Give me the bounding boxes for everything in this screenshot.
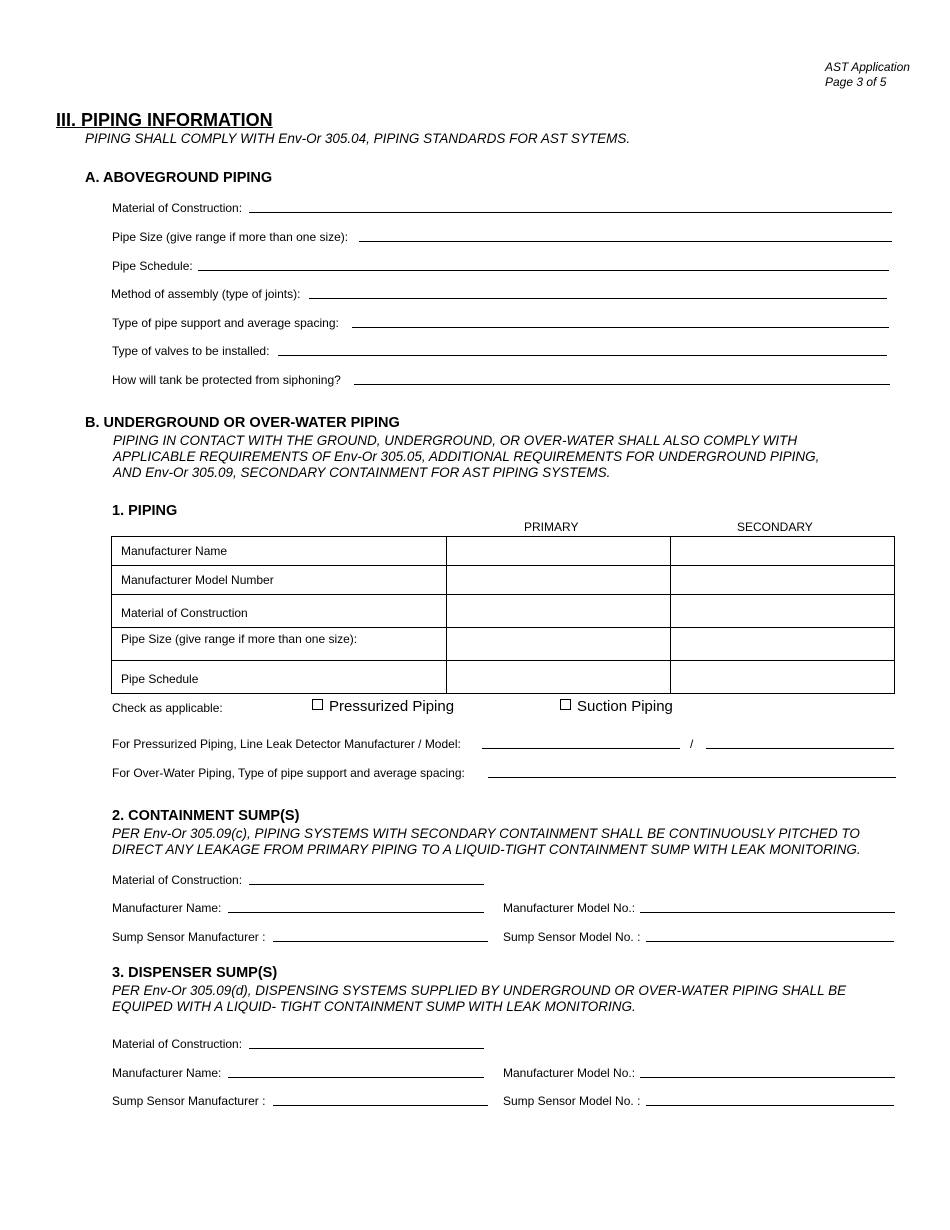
table-row xyxy=(112,595,895,628)
dispenser-material-label: Material of Construction: xyxy=(112,1037,243,1051)
pipe-support-input[interactable] xyxy=(352,327,889,328)
field-label: Material of Construction: xyxy=(112,201,243,215)
check-label: Check as applicable: xyxy=(112,701,223,715)
secondary-cell[interactable] xyxy=(671,595,895,628)
piping-subtitle: 1. PIPING xyxy=(112,503,178,519)
primary-cell[interactable] xyxy=(447,595,671,628)
leak-detector-manufacturer-input[interactable] xyxy=(482,748,680,749)
secondary-cell[interactable] xyxy=(671,537,895,566)
pipe-size-input[interactable] xyxy=(359,241,892,242)
row-label: Pipe Schedule xyxy=(112,661,447,694)
primary-cell[interactable] xyxy=(447,566,671,595)
field-label: Type of pipe support and average spacing: xyxy=(112,316,339,330)
underground-title: B. UNDERGROUND OR OVER-WATER PIPING xyxy=(85,415,400,431)
header-app-name: AST Application xyxy=(825,60,910,74)
containment-mfr-model-input[interactable] xyxy=(640,912,895,913)
secondary-cell[interactable] xyxy=(671,661,895,694)
dispenser-mfr-model-input[interactable] xyxy=(640,1077,895,1078)
piping-table xyxy=(111,536,895,694)
dispenser-sensor-mfr-label: Sump Sensor Manufacturer : xyxy=(112,1094,266,1108)
table-row xyxy=(112,537,895,566)
dispenser-mfr-name-label: Manufacturer Name: xyxy=(112,1066,222,1080)
dispenser-material-input[interactable] xyxy=(249,1048,484,1049)
field-label: Method of assembly (type of joints): xyxy=(111,287,301,301)
header-page-number: Page 3 of 5 xyxy=(825,75,887,89)
row-label: Material of Construction xyxy=(112,595,447,628)
primary-cell[interactable] xyxy=(447,628,671,661)
containment-mfr-model-label: Manufacturer Model No.: xyxy=(503,901,636,915)
checkbox-icon[interactable] xyxy=(312,699,323,710)
dispenser-sensor-model-label: Sump Sensor Model No. : xyxy=(503,1094,641,1108)
dispenser-mfr-name-input[interactable] xyxy=(228,1077,484,1078)
field-label: Type of valves to be installed: xyxy=(112,344,270,358)
pressurized-label: Pressurized Piping xyxy=(329,698,455,715)
slash-separator: / xyxy=(690,737,694,751)
row-label: Pipe Size (give range if more than one size): xyxy=(112,628,447,661)
leak-detector-model-input[interactable] xyxy=(706,748,894,749)
dispenser-sensor-mfr-input[interactable] xyxy=(273,1105,488,1106)
underground-note-line: PIPING IN CONTACT WITH THE GROUND, UNDERGROUND, OR OVER-WATER SHALL ALSO COMPLY WITH xyxy=(113,433,798,448)
row-label: Manufacturer Name xyxy=(112,537,447,566)
valves-input[interactable] xyxy=(278,355,887,356)
pressurized-checkbox[interactable] xyxy=(312,698,454,715)
containment-material-label: Material of Construction: xyxy=(112,873,243,887)
col-primary-header: PRIMARY xyxy=(524,520,579,534)
checkbox-icon[interactable] xyxy=(560,699,571,710)
underground-note-line: APPLICABLE REQUIREMENTS OF Env-Or 305.05, ADDITIONAL REQUIREMENTS FOR UNDERGROUND PIPING, xyxy=(113,449,820,464)
siphoning-input[interactable] xyxy=(354,384,890,385)
containment-title: 2. CONTAINMENT SUMP(S) xyxy=(112,808,300,824)
containment-sensor-model-label: Sump Sensor Model No. : xyxy=(503,930,641,944)
dispenser-sensor-model-input[interactable] xyxy=(646,1105,894,1106)
suction-checkbox[interactable] xyxy=(560,698,673,715)
leak-detector-label: For Pressurized Piping, Line Leak Detector Manufacturer / Model: xyxy=(112,737,461,751)
material-input[interactable] xyxy=(249,212,892,213)
section-title: III. PIPING INFORMATION xyxy=(56,110,273,130)
primary-cell[interactable] xyxy=(447,537,671,566)
pipe-schedule-input[interactable] xyxy=(198,270,889,271)
table-row xyxy=(112,628,895,661)
containment-mfr-name-label: Manufacturer Name: xyxy=(112,901,222,915)
dispenser-note-line: PER Env-Or 305.09(d), DISPENSING SYSTEMS SUPPLIED BY UNDERGROUND OR OVER-WATER PIPING SHALL BE xyxy=(112,983,847,998)
dispenser-note-line: EQUIPED WITH A LIQUID- TIGHT CONTAINMENT SUMP WITH LEAK MONITORING. xyxy=(112,999,636,1014)
overwater-label: For Over-Water Piping, Type of pipe support and average spacing: xyxy=(112,766,465,780)
suction-label: Suction Piping xyxy=(577,698,673,715)
secondary-cell[interactable] xyxy=(671,566,895,595)
dispenser-mfr-model-label: Manufacturer Model No.: xyxy=(503,1066,636,1080)
containment-sensor-mfr-input[interactable] xyxy=(273,941,488,942)
underground-note-line: AND Env-Or 305.09, SECONDARY CONTAINMENT FOR AST PIPING SYSTEMS. xyxy=(113,465,611,480)
table-row xyxy=(112,566,895,595)
overwater-support-input[interactable] xyxy=(488,777,896,778)
dispenser-title: 3. DISPENSER SUMP(S) xyxy=(112,965,278,981)
containment-note-line: PER Env-Or 305.09(c), PIPING SYSTEMS WITH SECONDARY CONTAINMENT SHALL BE CONTINUOUSLY PITCHED TO xyxy=(112,826,860,841)
containment-mfr-name-input[interactable] xyxy=(228,912,484,913)
field-label: Pipe Size (give range if more than one size): xyxy=(112,230,349,244)
containment-sensor-model-input[interactable] xyxy=(646,941,894,942)
section-subtitle: PIPING SHALL COMPLY WITH Env-Or 305.04, PIPING STANDARDS FOR AST SYTEMS. xyxy=(85,131,631,146)
aboveground-title: A. ABOVEGROUND PIPING xyxy=(85,170,273,186)
containment-sensor-mfr-label: Sump Sensor Manufacturer : xyxy=(112,930,266,944)
containment-note-line: DIRECT ANY LEAKAGE FROM PRIMARY PIPING TO A LIQUID-TIGHT CONTAINMENT SUMP WITH LEAK MONITORING. xyxy=(112,842,861,857)
col-secondary-header: SECONDARY xyxy=(737,520,813,534)
assembly-method-input[interactable] xyxy=(309,298,887,299)
secondary-cell[interactable] xyxy=(671,628,895,661)
primary-cell[interactable] xyxy=(447,661,671,694)
table-row xyxy=(112,661,895,694)
field-label: Pipe Schedule: xyxy=(112,259,193,273)
row-label: Manufacturer Model Number xyxy=(112,566,447,595)
containment-material-input[interactable] xyxy=(249,884,484,885)
field-label: How will tank be protected from siphoning? xyxy=(112,373,341,387)
